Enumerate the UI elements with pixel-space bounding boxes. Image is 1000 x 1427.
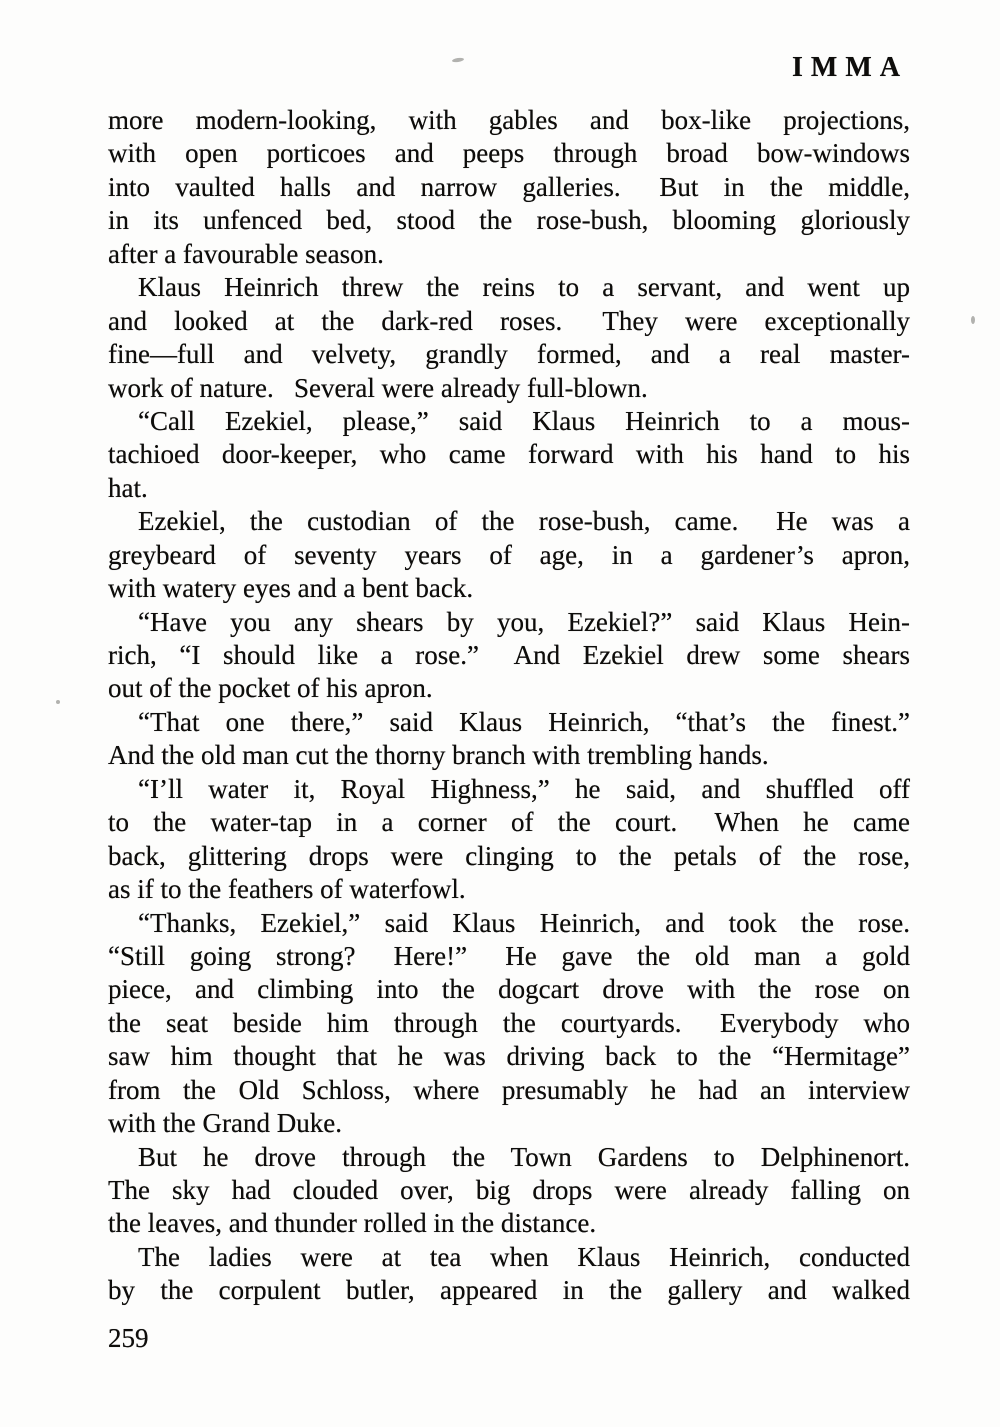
text-line: work of nature. Several were already full-blown. [108, 372, 648, 403]
text-line: more modern-looking, with gables and box-like projections, [108, 105, 910, 135]
text-line: The sky had clouded over, big drops were already falling on [108, 1175, 910, 1205]
text-line: from the Old Schloss, where presumably he had an interview [108, 1074, 910, 1105]
running-head: IMMA [792, 52, 908, 83]
scan-speck [971, 316, 975, 324]
text-line: rich, “I should like a rose.” And Ezekiel drew some shears [108, 640, 910, 670]
text-line: piece, and climbing into the dogcart drove with the rose on [108, 974, 910, 1005]
text-line: back, glittering drops were clinging to the petals of the rose, [108, 840, 910, 871]
text-line: the leaves, and thunder rolled in the distance. [108, 1208, 597, 1239]
text-line: after a favourable season. [108, 238, 384, 269]
scan-speck [452, 57, 464, 63]
text-line: by the corpulent butler, appeared in the gallery and walked [108, 1275, 910, 1306]
text-line: saw him thought that he was driving back to the “Hermitage” [108, 1041, 910, 1072]
page-number: 259 [108, 1323, 149, 1353]
text-line: Klaus Heinrich threw the reins to a servant, and went up [138, 272, 910, 303]
text-line: hat. [108, 472, 148, 503]
text-line: fine—full and velvety, grandly formed, and a real master- [108, 339, 910, 370]
text-line: into vaulted halls and narrow galleries. But in the middle, [108, 171, 910, 202]
text-line: The ladies were at tea when Klaus Heinrich, conducted [138, 1241, 910, 1272]
text-line: tachioed door-keeper, who came forward with his hand to his [108, 439, 910, 470]
text-line: greybeard of seventy years of age, in a gardener’s apron, [108, 539, 910, 570]
text-line: and looked at the dark-red roses. They were exceptionally [108, 305, 910, 336]
text-line: with open porticoes and peeps through broad bow-windows [108, 138, 910, 169]
text-block [108, 104, 910, 1308]
text-line: Ezekiel, the custodian of the rose-bush, came. He was a [138, 506, 910, 537]
text-line: in its unfenced bed, stood the rose-bush, blooming gloriously [108, 205, 910, 236]
text-line: “Thanks, Ezekiel,” said Klaus Heinrich, and took the rose. [138, 907, 910, 938]
text-line: But he drove through the Town Gardens to Delphinenort. [138, 1141, 910, 1172]
text-line: “Still going strong? Here!” He gave the old man a gold [108, 940, 910, 971]
text-line: out of the pocket of his apron. [108, 673, 433, 704]
text-line: with watery eyes and a bent back. [108, 573, 474, 604]
text-line: “Have you any shears by you, Ezekiel?” said Klaus Hein- [138, 606, 910, 637]
text-line: with the Grand Duke. [108, 1108, 342, 1139]
text-line: “That one there,” said Klaus Heinrich, “that’s the finest.” [138, 706, 910, 737]
text-line: “Call Ezekiel, please,” said Klaus Heinrich to a mous- [138, 405, 910, 436]
scan-speck [56, 700, 60, 704]
text-line: And the old man cut the thorny branch with trembling hands. [108, 740, 769, 771]
text-line: to the water-tap in a corner of the court. When he came [108, 807, 910, 838]
text-line: as if to the feathers of waterfowl. [108, 874, 466, 905]
text-line: the seat beside him through the courtyards. Everybody who [108, 1007, 910, 1038]
text-line: “I’ll water it, Royal Highness,” he said, and shuffled off [138, 773, 910, 804]
